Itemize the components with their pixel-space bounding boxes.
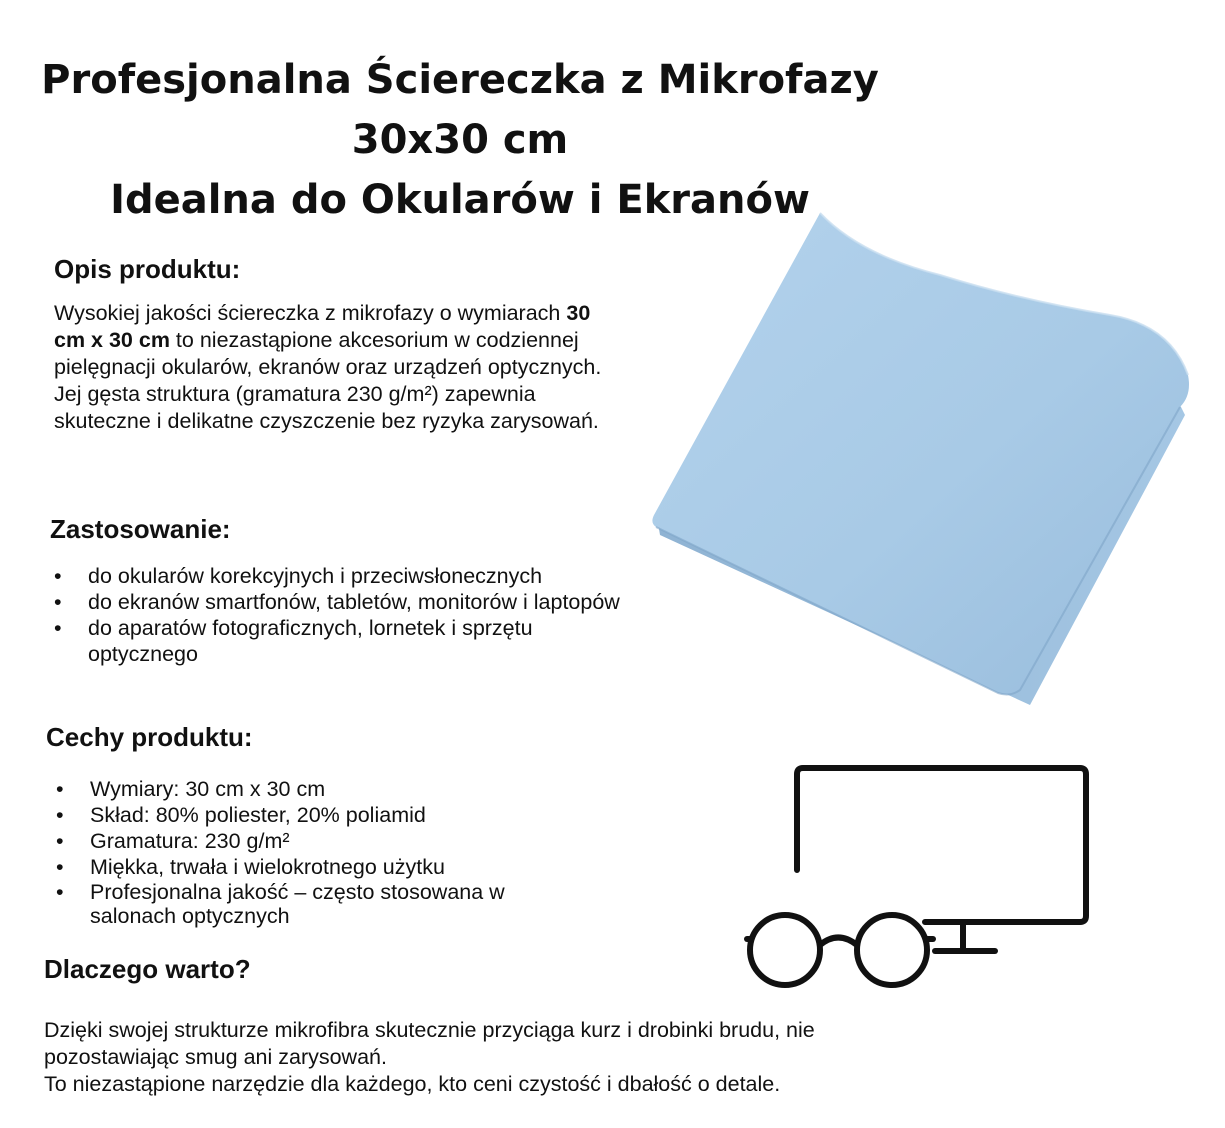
list-item: • Skład: 80% poliester, 20% poliamid bbox=[90, 802, 590, 828]
list-item: • Profesjonalna jakość – często stosowana w salonach optycznych bbox=[90, 880, 590, 928]
section-heading-cechy: Cechy produktu: bbox=[46, 722, 253, 752]
title-line-2: 30x30 cm bbox=[351, 117, 569, 163]
zastosowanie-list bbox=[88, 563, 628, 667]
list-item: • Gramatura: 230 g/m² bbox=[90, 828, 590, 854]
opis-text-1a: Wysokiej jakości ściereczka z mikrofazy o wymiarach bbox=[54, 301, 561, 325]
list-item: • Miękka, trwała i wielokrotnego użytku bbox=[90, 854, 590, 880]
product-title bbox=[0, 50, 920, 230]
section-heading-zastosowanie: Zastosowanie: bbox=[50, 514, 231, 544]
list-item: • do ekranów smartfonów, tabletów, monitorów i laptopów bbox=[88, 589, 628, 615]
glasses-monitor-icon bbox=[735, 760, 1095, 990]
opis-paragraph bbox=[54, 300, 626, 435]
dlaczego-text-2: To niezastąpione narzędzie dla każdego, kto ceni czystość i dbałość o detale. bbox=[44, 1072, 781, 1096]
microfiber-cloth-image bbox=[640, 205, 1200, 715]
opis-text-1b: to niezastąpione akcesorium w codziennej pielęgnacji okularów, ekranów oraz urządzeń optycznych. bbox=[54, 328, 602, 379]
title-line-1: Profesjonalna Ściereczka z Mikrofazy bbox=[41, 57, 879, 103]
list-item: • do okularów korekcyjnych i przeciwsłonecznych bbox=[88, 563, 628, 589]
title-line-3: Idealna do Okularów i Ekranów bbox=[110, 177, 810, 223]
dlaczego-text-1: Dzięki swojej strukturze mikrofibra skutecznie przyciąga kurz i drobinki brudu, nie pozostawiając smug ani zarysowań. bbox=[44, 1018, 815, 1069]
opis-bold-dimensions: 30 cm x 30 cm bbox=[54, 301, 591, 352]
opis-text-2: Jej gęsta struktura (gramatura 230 g/m²) zapewnia skuteczne i delikatne czyszczenie bez ryzyka zarysowań. bbox=[54, 382, 599, 433]
list-item: • do aparatów fotograficznych, lornetek i sprzętu optycznego bbox=[88, 615, 628, 667]
opis-text-1 bbox=[54, 300, 626, 381]
cechy-list bbox=[90, 776, 590, 928]
section-heading-dlaczego: Dlaczego warto? bbox=[44, 954, 251, 984]
section-heading-opis: Opis produktu: bbox=[54, 254, 241, 284]
list-item: • Wymiary: 30 cm x 30 cm bbox=[90, 776, 590, 802]
dlaczego-paragraph bbox=[44, 1017, 894, 1098]
